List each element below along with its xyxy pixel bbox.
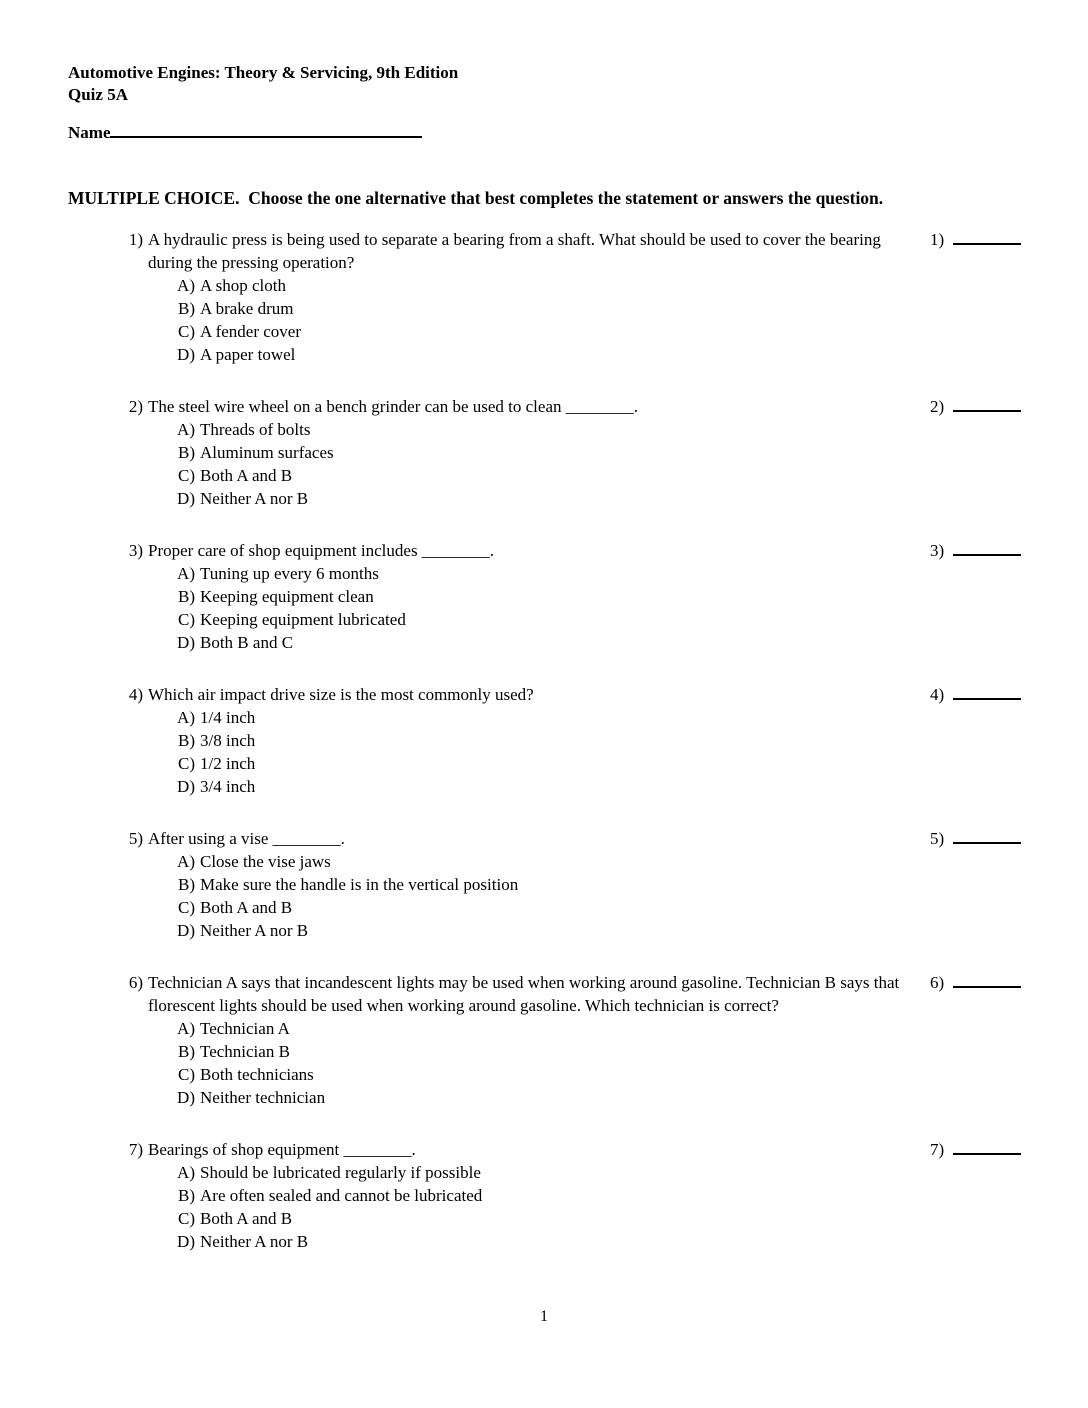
option-c: [173, 608, 930, 631]
option-letter: D): [177, 345, 195, 364]
option-text: Close the vise jaws: [200, 852, 331, 871]
question-body: [68, 395, 930, 510]
answer-cell: [930, 1138, 1025, 1253]
option-text: Aluminum surfaces: [200, 443, 334, 462]
question-body: [68, 827, 930, 942]
answer-number: 3): [930, 541, 945, 560]
name-label: Name: [68, 123, 111, 142]
option-text: Neither A nor B: [200, 489, 309, 508]
option-c: [173, 896, 930, 919]
page-footer: [0, 1305, 1088, 1328]
option-text: 3/4 inch: [200, 777, 256, 796]
option-letter: C): [178, 322, 195, 341]
answer-blank-line: [953, 683, 1021, 700]
answer-cell: [930, 395, 1025, 510]
option-b: [173, 873, 930, 896]
option-text: Tuning up every 6 months: [200, 564, 379, 583]
option-text: Neither technician: [200, 1088, 326, 1107]
question-body: [68, 683, 930, 798]
option-letter: C): [178, 754, 195, 773]
option-a: [173, 850, 930, 873]
option-text: Both A and B: [200, 898, 293, 917]
question-5: [68, 827, 1025, 942]
option-a: [173, 274, 930, 297]
option-b: [173, 729, 930, 752]
option-letter: B): [178, 875, 195, 894]
question-number: 5): [128, 829, 143, 848]
options-list: [128, 1017, 930, 1109]
question-stem: [128, 395, 930, 418]
question-1: [68, 228, 1025, 366]
option-letter: A): [177, 1019, 195, 1038]
question-number: 1): [128, 230, 143, 249]
option-letter: C): [178, 610, 195, 629]
question-body: [68, 971, 930, 1109]
question-stem: [128, 228, 930, 274]
answer-cell: [930, 827, 1025, 942]
answer-blank-line: [953, 395, 1021, 412]
option-text: Are often sealed and cannot be lubricated: [200, 1186, 483, 1205]
option-text: Neither A nor B: [200, 921, 309, 940]
options-list: [128, 562, 930, 654]
option-text: Technician A: [200, 1019, 290, 1038]
option-letter: B): [178, 299, 195, 318]
option-d: [173, 775, 930, 798]
option-text: A shop cloth: [200, 276, 286, 295]
document-title: Automotive Engines: Theory & Servicing, 9th Edition: [68, 63, 459, 82]
option-c: [173, 1207, 930, 1230]
question-text: After using a vise ________.: [148, 829, 345, 848]
option-d: [173, 631, 930, 654]
option-text: Both B and C: [200, 633, 294, 652]
question-body: [68, 539, 930, 654]
question-6: [68, 971, 1025, 1109]
question-text: The steel wire wheel on a bench grinder can be used to clean ________.: [148, 397, 638, 416]
answer-blank-line: [953, 228, 1021, 245]
question-4: [68, 683, 1025, 798]
question-body: [68, 1138, 930, 1253]
question-stem: [128, 1138, 930, 1161]
options-list: [128, 706, 930, 798]
question-text: Which air impact drive size is the most commonly used?: [148, 685, 534, 704]
instructions-heading: MULTIPLE CHOICE. Choose the one alternative that best completes the statement or answers the question.: [68, 188, 884, 208]
option-text: Keeping equipment clean: [200, 587, 374, 606]
option-text: Should be lubricated regularly if possible: [200, 1163, 481, 1182]
option-letter: D): [177, 777, 195, 796]
question-number: 6): [128, 973, 143, 992]
option-letter: D): [177, 633, 195, 652]
option-letter: D): [177, 1232, 195, 1251]
page-header: [68, 62, 1025, 144]
quiz-number: Quiz 5A: [68, 85, 128, 104]
option-c: [173, 752, 930, 775]
option-text: 1/4 inch: [200, 708, 256, 727]
option-letter: A): [177, 276, 195, 295]
options-list: [128, 418, 930, 510]
question-2: [68, 395, 1025, 510]
answer-blank-line: [953, 539, 1021, 556]
options-list: [128, 1161, 930, 1253]
option-letter: C): [178, 1065, 195, 1084]
option-letter: D): [177, 1088, 195, 1107]
option-d: [173, 919, 930, 942]
option-letter: A): [177, 708, 195, 727]
option-b: [173, 1184, 930, 1207]
name-row: [68, 121, 1025, 144]
question-number: 7): [128, 1140, 143, 1159]
question-stem: [128, 827, 930, 850]
answer-blank-line: [953, 1138, 1021, 1155]
answer-cell: [930, 228, 1025, 366]
answer-number: 1): [930, 230, 945, 249]
answer-number: 2): [930, 397, 945, 416]
question-3: [68, 539, 1025, 654]
question-text: Technician A says that incandescent lights may be used when working around gasoline. Technician B says that florescent lights should be used when working around gasoline. Which technician is correct?: [148, 973, 900, 1015]
option-text: Both technicians: [200, 1065, 314, 1084]
option-d: [173, 1086, 930, 1109]
option-letter: B): [178, 443, 195, 462]
answer-blank-line: [953, 827, 1021, 844]
question-text: A hydraulic press is being used to separate a bearing from a shaft. What should be used to cover the bearing during the pressing operation?: [148, 230, 881, 272]
option-text: Threads of bolts: [200, 420, 311, 439]
answer-cell: [930, 971, 1025, 1109]
option-b: [173, 585, 930, 608]
option-a: [173, 418, 930, 441]
question-7: [68, 1138, 1025, 1253]
question-number: 2): [128, 397, 143, 416]
answer-number: 6): [930, 973, 945, 992]
option-text: Make sure the handle is in the vertical position: [200, 875, 519, 894]
question-text: Bearings of shop equipment ________.: [148, 1140, 416, 1159]
option-text: Neither A nor B: [200, 1232, 309, 1251]
answer-number: 7): [930, 1140, 945, 1159]
option-letter: C): [178, 898, 195, 917]
options-list: [128, 274, 930, 366]
option-letter: D): [177, 489, 195, 508]
questions-list: [68, 228, 1025, 1253]
option-b: [173, 441, 930, 464]
question-text: Proper care of shop equipment includes ________.: [148, 541, 495, 560]
option-letter: A): [177, 420, 195, 439]
option-c: [173, 464, 930, 487]
option-a: [173, 1017, 930, 1040]
option-b: [173, 1040, 930, 1063]
option-a: [173, 706, 930, 729]
option-letter: B): [178, 1042, 195, 1061]
option-text: A fender cover: [200, 322, 302, 341]
option-c: [173, 1063, 930, 1086]
option-letter: B): [178, 731, 195, 750]
option-a: [173, 562, 930, 585]
option-letter: A): [177, 852, 195, 871]
option-text: Both A and B: [200, 466, 293, 485]
option-d: [173, 487, 930, 510]
answer-blank-line: [953, 971, 1021, 988]
option-letter: B): [178, 587, 195, 606]
option-letter: C): [178, 466, 195, 485]
question-stem: [128, 539, 930, 562]
option-c: [173, 320, 930, 343]
option-letter: D): [177, 921, 195, 940]
option-text: 1/2 inch: [200, 754, 256, 773]
option-letter: C): [178, 1209, 195, 1228]
answer-cell: [930, 683, 1025, 798]
option-letter: B): [178, 1186, 195, 1205]
answer-cell: [930, 539, 1025, 654]
name-blank-line: [110, 121, 422, 138]
question-stem: [128, 683, 930, 706]
page-number: 1: [540, 1308, 548, 1325]
option-text: Keeping equipment lubricated: [200, 610, 406, 629]
option-letter: A): [177, 1163, 195, 1182]
option-letter: A): [177, 564, 195, 583]
options-list: [128, 850, 930, 942]
option-text: A paper towel: [200, 345, 296, 364]
answer-number: 4): [930, 685, 945, 704]
question-number: 4): [128, 685, 143, 704]
option-b: [173, 297, 930, 320]
option-a: [173, 1161, 930, 1184]
question-stem: [128, 971, 930, 1017]
option-d: [173, 1230, 930, 1253]
option-text: A brake drum: [200, 299, 294, 318]
option-d: [173, 343, 930, 366]
option-text: Both A and B: [200, 1209, 293, 1228]
option-text: Technician B: [200, 1042, 290, 1061]
question-body: [68, 228, 930, 366]
answer-number: 5): [930, 829, 945, 848]
option-text: 3/8 inch: [200, 731, 256, 750]
question-number: 3): [128, 541, 143, 560]
